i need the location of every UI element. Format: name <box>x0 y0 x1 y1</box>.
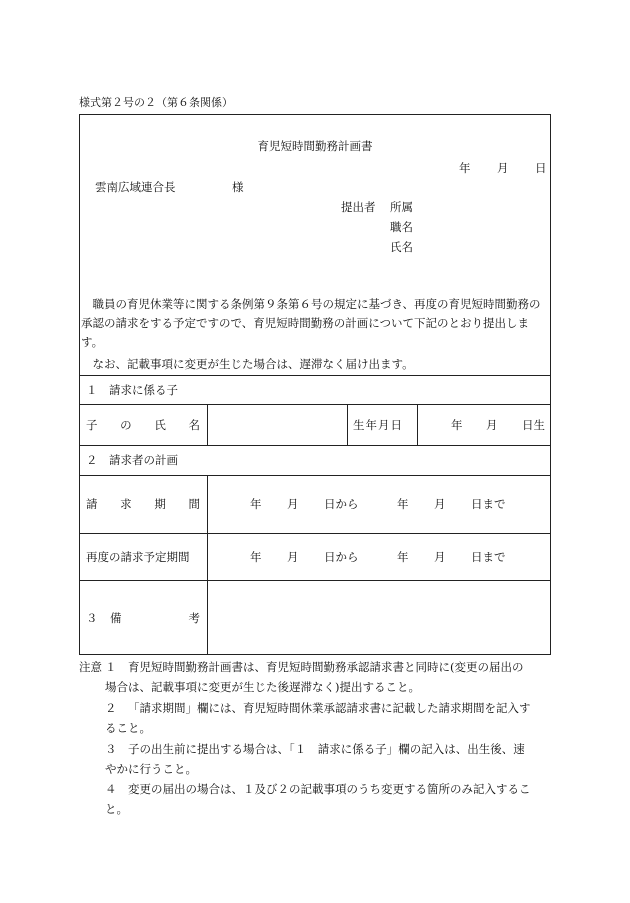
divider <box>347 404 348 445</box>
notes-prefix: 注意 <box>79 660 102 674</box>
birth-date-field[interactable] <box>418 405 550 444</box>
label-char: 氏 <box>154 418 166 432</box>
remarks-number: ３ <box>86 611 98 625</box>
addressee-honorific: 様 <box>232 180 244 194</box>
re-period-from-year: 年 <box>250 550 262 564</box>
label-char: 考 <box>188 611 200 625</box>
label-char: の <box>120 418 132 432</box>
request-period-field[interactable] <box>208 476 550 532</box>
remarks-label <box>110 611 200 626</box>
label-char: 請 <box>86 497 98 511</box>
note-2-line-2: ること。 <box>105 721 151 735</box>
period-from-year: 年 <box>250 497 262 511</box>
date-month: 月 <box>497 161 509 175</box>
note-2-line-1: 「請求期間」欄には、育児短時間休業承認請求書に記載した請求期間を記入す <box>128 701 531 715</box>
divider <box>79 375 551 376</box>
re-request-period-label: 再度の請求予定期間 <box>86 550 190 564</box>
label-char: 子 <box>86 418 98 432</box>
birth-year: 年 <box>451 418 463 432</box>
label-char: 求 <box>120 497 132 511</box>
note-4-line-1: 変更の届出の場合は、１及び２の記載事項のうち変更する箇所のみ記入するこ <box>128 782 531 796</box>
remarks-field[interactable] <box>208 581 550 654</box>
period-from-month: 月 <box>287 497 299 511</box>
re-request-period-field[interactable] <box>208 534 550 579</box>
section2-heading: ２ 請求者の計画 <box>86 453 178 467</box>
label-char: 期 <box>154 497 166 511</box>
note-4-line-2: と。 <box>105 802 128 816</box>
birth-month: 月 <box>486 418 498 432</box>
child-name-label <box>86 418 200 433</box>
note-3-number: ３ <box>105 742 117 756</box>
period-from-day: 日から <box>324 497 359 511</box>
note-3-line-1: 子の出生前に提出する場合は、「１ 請求に係る子」欄の記入は、出生後、速 <box>128 742 525 756</box>
period-to-year: 年 <box>397 497 409 511</box>
body-paragraph-1: 職員の育児休業等に関する条例第９条第６号の規定に基づき、再度の育児短時間勤務の承認の請求をする予定ですので、育児短時間勤務の計画について下記のとおり提出します。 <box>81 297 541 349</box>
re-period-from-day: 日から <box>324 550 359 564</box>
label-char: 名 <box>188 418 200 432</box>
submitter-position: 職名 <box>390 220 413 234</box>
label-char: 備 <box>110 611 122 625</box>
period-to-day: 日まで <box>471 497 506 511</box>
document-title: 育児短時間勤務計画書 <box>257 139 373 153</box>
note-2-number: ２ <box>105 701 117 715</box>
note-3-line-2: やかに行うこと。 <box>105 762 197 776</box>
birth-day: 日生 <box>522 418 545 432</box>
submitter-label: 提出者 <box>341 200 376 214</box>
form-number: 様式第２号の２（第６条関係） <box>79 96 233 109</box>
date-year: 年 <box>459 161 471 175</box>
re-period-to-month: 月 <box>434 550 446 564</box>
body-paragraph-2: なお、記載事項に変更が生じた場合は、遅滞なく届け出ます。 <box>92 357 414 371</box>
note-1-number: １ <box>105 660 117 674</box>
re-period-to-year: 年 <box>397 550 409 564</box>
request-period-label <box>86 497 200 512</box>
section1-heading: １ 請求に係る子 <box>86 383 178 397</box>
divider <box>79 445 551 446</box>
note-1-line-2: 場合は、記載事項に変更が生じた後遅滞なく)提出すること。 <box>105 680 420 694</box>
submitter-name: 氏名 <box>390 240 413 254</box>
addressee-name: 雲南広域連合長 <box>95 180 176 194</box>
child-name-field[interactable] <box>208 405 347 444</box>
date-day: 日 <box>535 161 547 175</box>
submitter-affiliation: 所属 <box>390 200 413 214</box>
birth-date-label: 生年月日 <box>353 418 403 432</box>
period-to-month: 月 <box>434 497 446 511</box>
note-1-line-1: 育児短時間勤務計画書は、育児短時間勤務承認請求書と同時に(変更の届出の <box>128 660 524 674</box>
label-char: 間 <box>188 497 200 511</box>
note-4-number: ４ <box>105 782 117 796</box>
re-period-from-month: 月 <box>287 550 299 564</box>
re-period-to-day: 日まで <box>471 550 506 564</box>
